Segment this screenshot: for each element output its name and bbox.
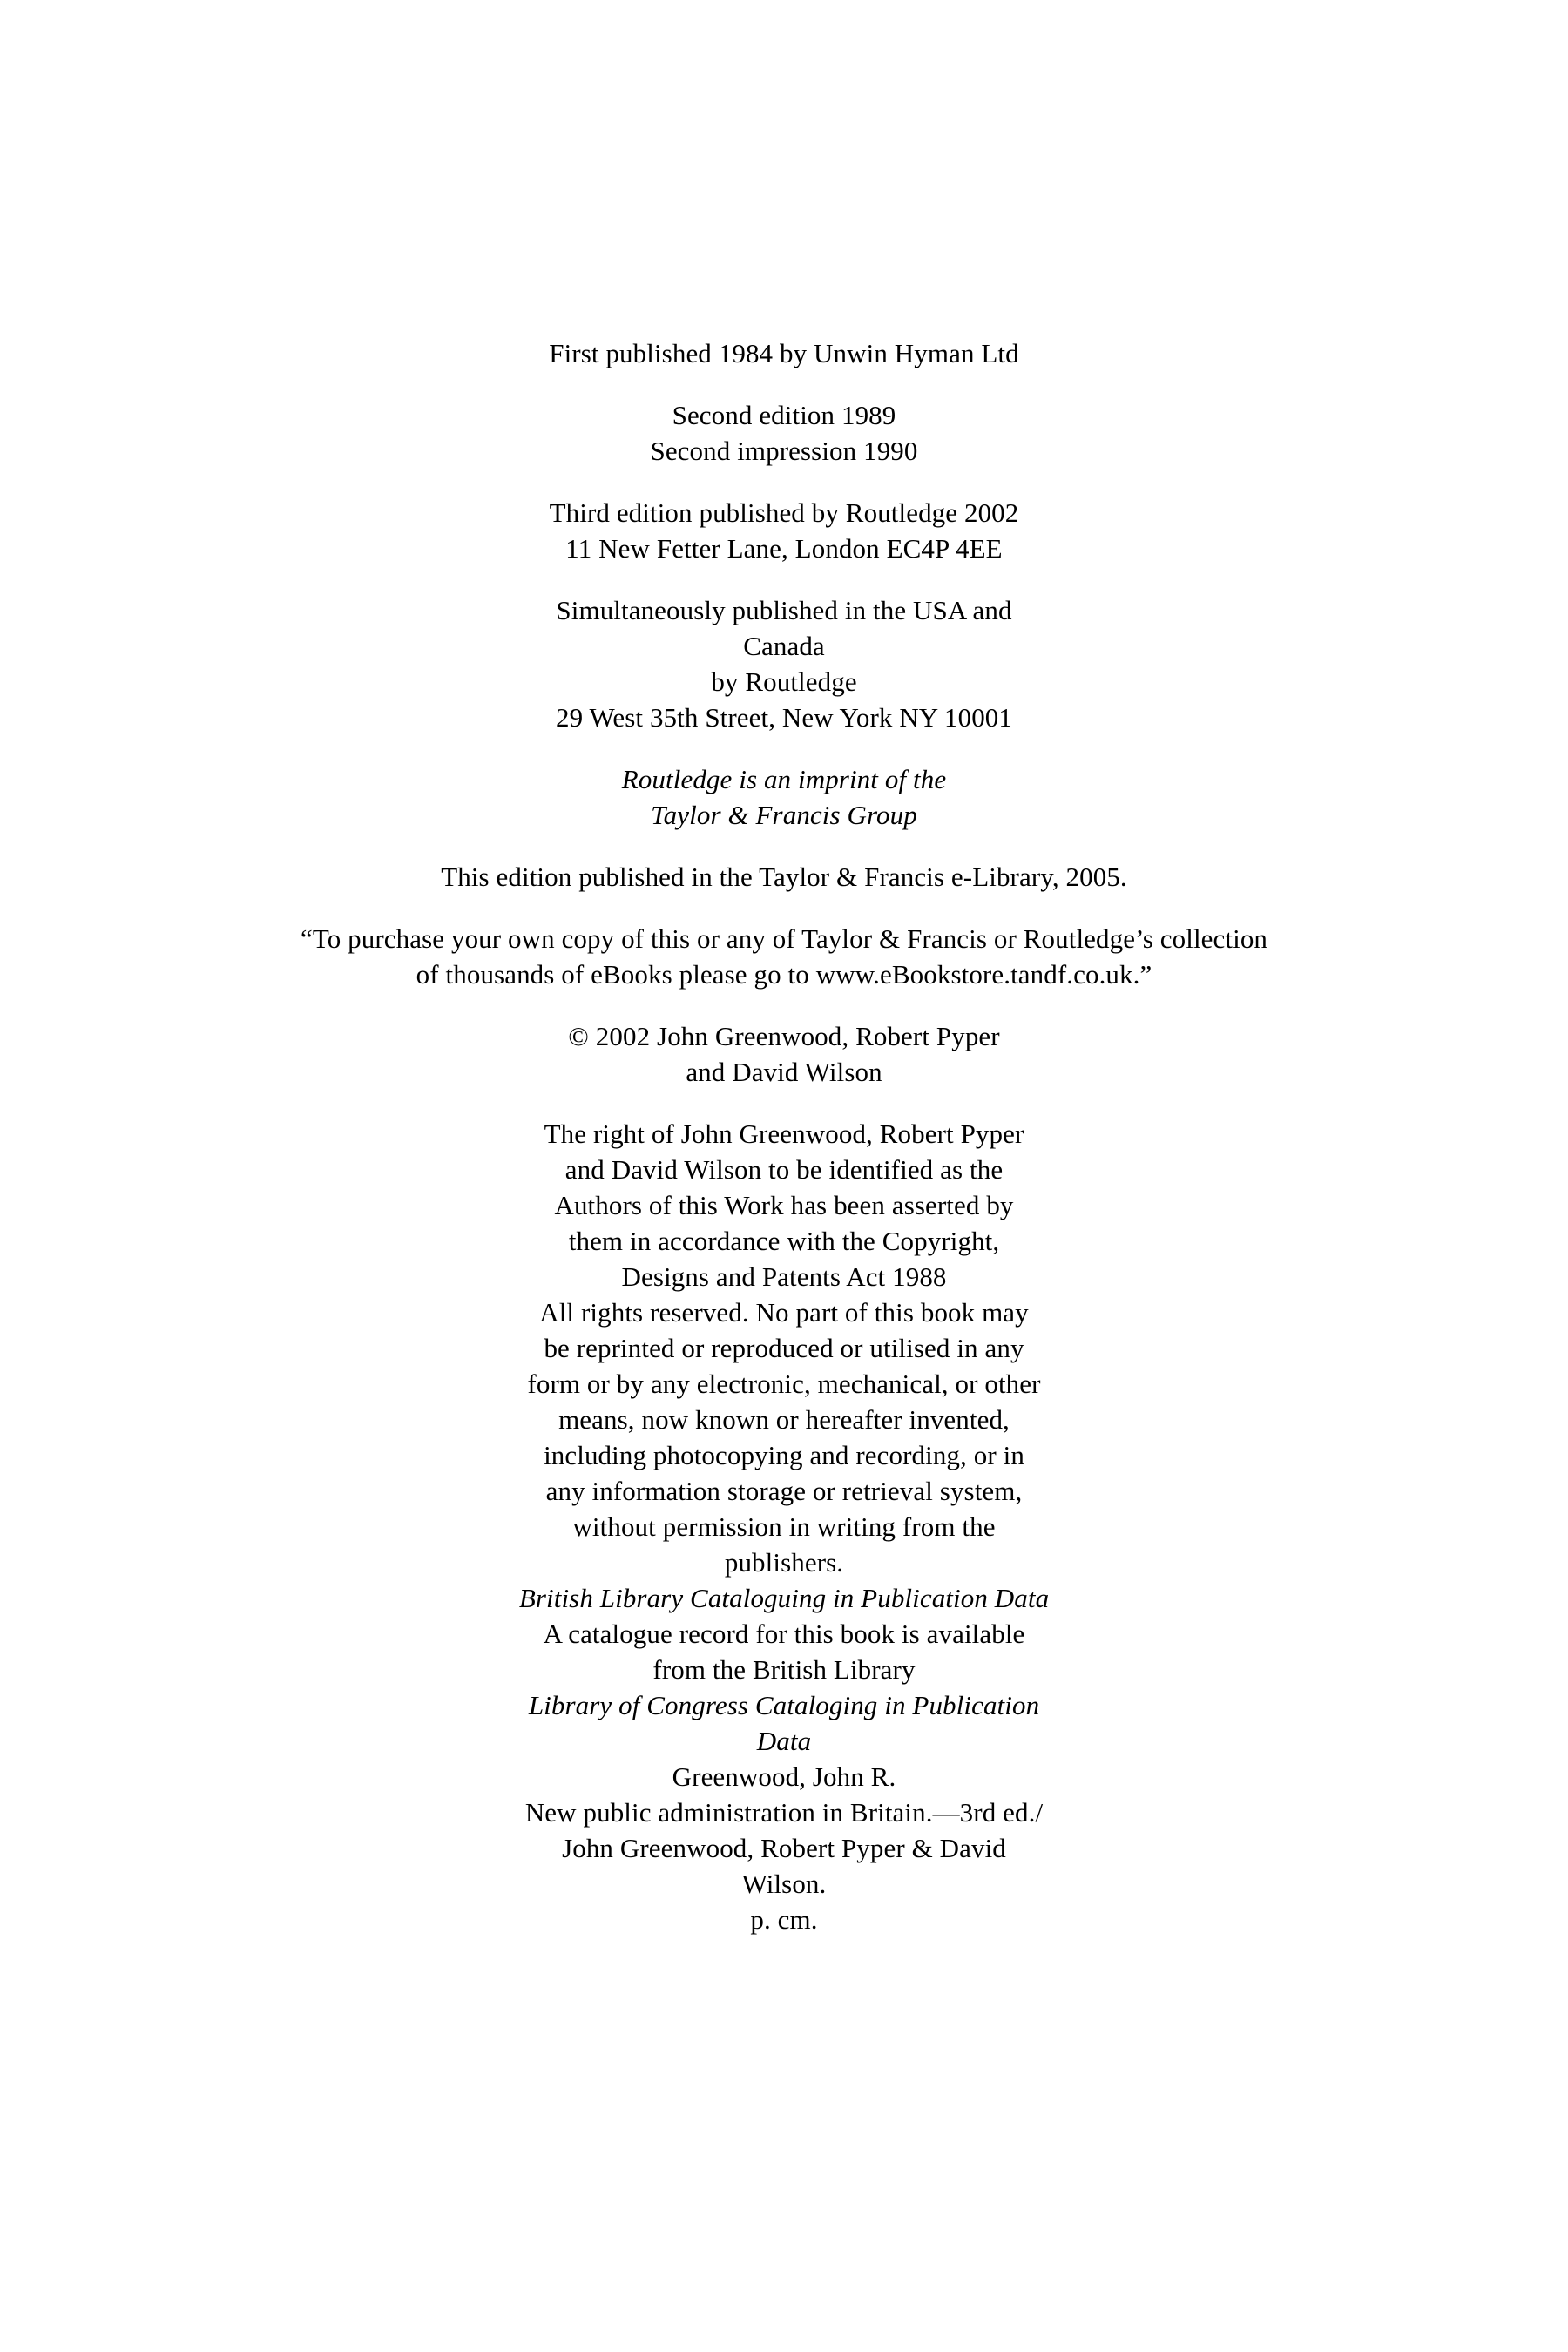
text-line: Simultaneously published in the USA and [556, 595, 1012, 625]
text-line: Library of Congress Cataloging in Publication [528, 1690, 1040, 1720]
copyright-page-content [166, 335, 1402, 1937]
text-line: Data [756, 1726, 812, 1756]
text-line: Second edition 1989 [672, 400, 896, 430]
text-line: All rights reserved. No part of this book may [539, 1297, 1029, 1328]
text-line: This edition published in the Taylor & Francis e-Library, 2005. [441, 862, 1127, 892]
block-third-edition [166, 495, 1402, 566]
text-line: p. cm. [750, 1904, 818, 1935]
block-imprint-note [166, 761, 1402, 833]
text-line: The right of John Greenwood, Robert Pyper [544, 1119, 1024, 1149]
text-line: them in accordance with the Copyright, [568, 1226, 1000, 1256]
text-line: New public administration in Britain.—3rd ed./ [524, 1797, 1044, 1828]
text-line: © 2002 John Greenwood, Robert Pyper [568, 1021, 1000, 1051]
text-line: British Library Cataloguing in Publication Data [518, 1583, 1050, 1613]
block-publication-history [166, 335, 1402, 371]
text-line: Taylor & Francis Group [651, 800, 917, 830]
text-line: Wilson. [741, 1869, 827, 1899]
text-line: John Greenwood, Robert Pyper & David [562, 1833, 1006, 1863]
text-line: Canada [743, 631, 825, 661]
text-line: 29 West 35th Street, New York NY 10001 [556, 702, 1012, 733]
block-purchase-note [166, 921, 1402, 992]
block-elibrary-note [166, 859, 1402, 895]
text-line: 11 New Fetter Lane, London EC4P 4EE [565, 533, 1003, 564]
text-line: publishers. [724, 1547, 844, 1578]
block-moral-rights [462, 1116, 1106, 1294]
text-line: and David Wilson [686, 1057, 882, 1087]
text-line: without permission in writing from the [572, 1511, 996, 1542]
text-line: from the British Library [652, 1654, 916, 1685]
text-line: Second impression 1990 [650, 436, 918, 466]
text-line: Designs and Patents Act 1988 [621, 1261, 947, 1292]
block-all-rights-reserved [462, 1294, 1106, 1580]
text-line: and David Wilson to be identified as the [564, 1154, 1004, 1185]
block-editions [166, 397, 1402, 469]
text-line: of thousands of eBooks please go to www.eBookstore.tandf.co.uk.” [416, 959, 1152, 990]
text-line: Routledge is an imprint of the [621, 764, 947, 794]
text-line: A catalogue record for this book is available [543, 1619, 1025, 1649]
text-line: Authors of this Work has been asserted by [554, 1190, 1014, 1220]
text-line: First published 1984 by Unwin Hyman Ltd [549, 338, 1019, 368]
text-line: be reprinted or reproduced or utilised in any [544, 1333, 1024, 1363]
block-usa-publication [166, 592, 1402, 735]
text-line: any information storage or retrieval system, [545, 1476, 1023, 1506]
text-line: “To purchase your own copy of this or any of Taylor & Francis or Routledge’s collection [300, 923, 1268, 954]
text-line: Greenwood, John R. [672, 1761, 896, 1792]
text-line: means, now known or hereafter invented, [558, 1404, 1010, 1435]
text-line: by Routledge [711, 666, 857, 697]
text-line: including photocopying and recording, or in [544, 1440, 1024, 1470]
block-british-library-cip [462, 1580, 1106, 1687]
block-copyright-holders [166, 1018, 1402, 1090]
text-line: form or by any electronic, mechanical, or other [527, 1369, 1041, 1399]
text-line: Third edition published by Routledge 2002 [549, 497, 1019, 528]
block-loc-cip [462, 1687, 1106, 1937]
